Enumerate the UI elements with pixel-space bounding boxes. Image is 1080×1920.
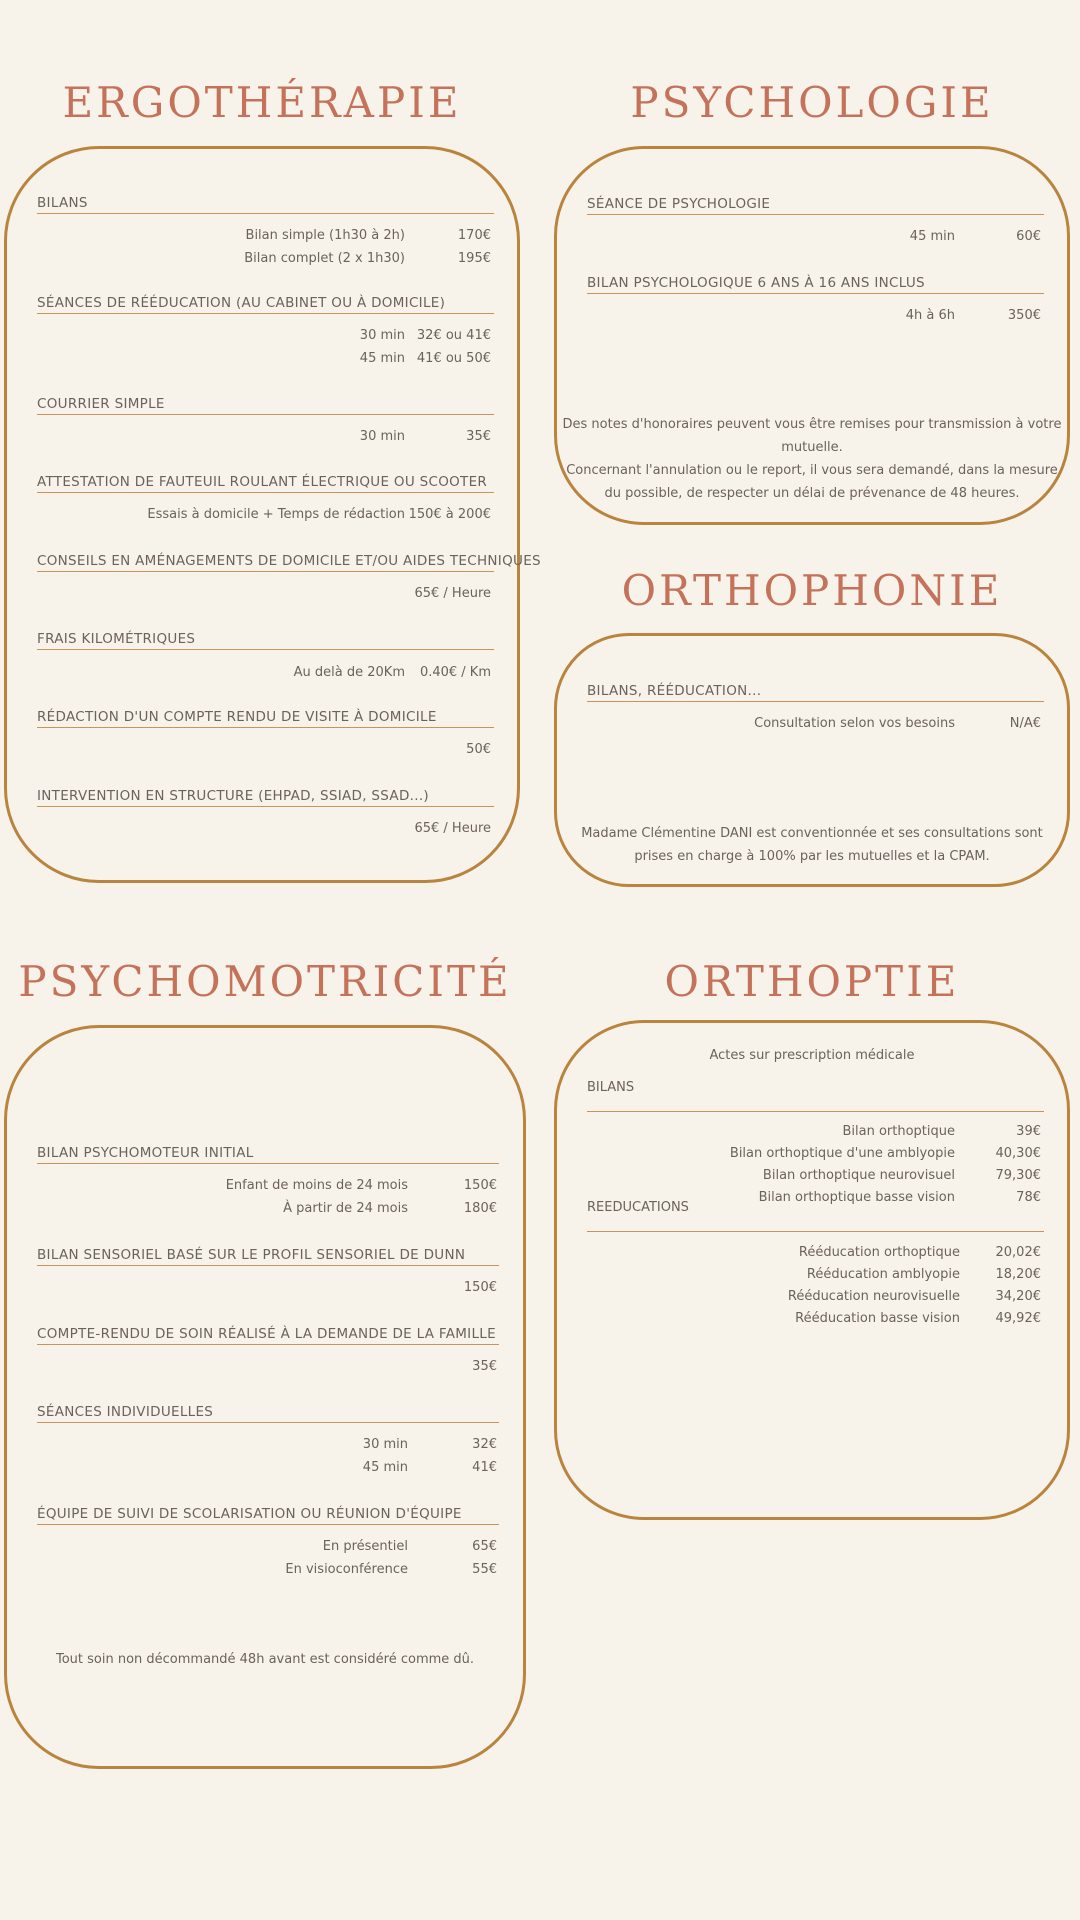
- note-soin-non-decommande: Tout soin non décommandé 48h avant est considéré comme dû.: [55, 1652, 475, 1667]
- section-redaction: RÉDACTION D'UN COMPTE RENDU DE VISITE À DOMICILE: [37, 709, 494, 728]
- bilan-complet-price: 195€: [457, 251, 491, 266]
- list-item-price: 18,20€: [995, 1267, 1041, 1282]
- section-bilans: BILANS: [37, 195, 494, 214]
- psychomotricite-title: PSYCHOMOTRICITÉ: [18, 957, 512, 1006]
- section-intervention: INTERVENTION EN STRUCTURE (EHPAD, SSIAD, SSAD...): [37, 788, 494, 807]
- section-bilan-psychomoteur: BILAN PSYCHOMOTEUR INITIAL: [37, 1145, 499, 1164]
- moins-24-label: Enfant de moins de 24 mois: [225, 1178, 408, 1193]
- psychomotricite-card: [4, 1025, 526, 1769]
- orthophonie-card: [554, 633, 1070, 887]
- list-item: Rééducation amblyopie: [806, 1267, 960, 1282]
- list-item: Rééducation orthoptique: [798, 1245, 960, 1260]
- list-item-price: 78€: [1016, 1190, 1041, 1205]
- bilan-psy-price: 350€: [1007, 308, 1041, 323]
- list-item-price: 40,30€: [995, 1146, 1041, 1161]
- note-honoraires: Des notes d'honoraires peuvent vous être remises pour transmission à votre mutuelle.: [562, 417, 1062, 455]
- seance-30-price: 32€ ou 41€: [416, 328, 491, 343]
- presentiel-label: En présentiel: [322, 1539, 408, 1554]
- partir-24-price: 180€: [463, 1201, 497, 1216]
- section-seances-individuelles: SÉANCES INDIVIDUELLES: [37, 1404, 499, 1423]
- orthoptie-card: [554, 1020, 1070, 1520]
- individuelle-45-label: 45 min: [362, 1460, 408, 1475]
- compte-rendu-price: 35€: [472, 1359, 497, 1374]
- note-conventionnee: Madame Clémentine DANI est conventionnée et ses consultations sont prises en charge à 100% par les mutuelles et la CPAM.: [581, 826, 1043, 864]
- psychologie-card: [554, 146, 1070, 525]
- bilan-complet-label: Bilan complet (2 x 1h30): [244, 251, 405, 266]
- intervention-price: 65€ / Heure: [414, 821, 491, 836]
- ergotherapie-card: [4, 146, 541, 883]
- divider-reeducations: [587, 1231, 1044, 1232]
- orthoptie-title: ORTHOPTIE: [664, 957, 960, 1006]
- section-bilan-psychologique: BILAN PSYCHOLOGIQUE 6 ANS À 16 ANS INCLUS: [587, 275, 1044, 294]
- visio-price: 55€: [472, 1562, 497, 1577]
- section-frais-kilometriques: FRAIS KILOMÉTRIQUES: [37, 631, 494, 650]
- presentiel-price: 65€: [472, 1539, 497, 1554]
- bilan-simple-label: Bilan simple (1h30 à 2h): [245, 228, 405, 243]
- list-item: Bilan orthoptique basse vision: [758, 1190, 955, 1205]
- section-bilan-sensoriel: BILAN SENSORIEL BASÉ SUR LE PROFIL SENSORIEL DE DUNN: [37, 1247, 499, 1266]
- sensoriel-price: 150€: [463, 1280, 497, 1295]
- seance-psy-duration: 45 min: [909, 229, 955, 244]
- list-item-price: 34,20€: [995, 1289, 1041, 1304]
- divider-bilans: [587, 1111, 1044, 1112]
- actes-prescription: Actes sur prescription médicale: [709, 1048, 915, 1063]
- moins-24-price: 150€: [463, 1178, 497, 1193]
- orthophonie-title: ORTHOPHONIE: [621, 566, 1003, 615]
- list-item-price: 49,92€: [995, 1311, 1041, 1326]
- list-item-price: 79,30€: [995, 1168, 1041, 1183]
- seance-45-label: 45 min: [359, 351, 405, 366]
- section-bilans-reeducation: BILANS, RÉÉDUCATION...: [587, 683, 1044, 702]
- partir-24-label: À partir de 24 mois: [283, 1201, 408, 1216]
- list-item-price: 39€: [1016, 1124, 1041, 1139]
- essais-label: Essais à domicile + Temps de rédaction: [147, 507, 405, 522]
- list-item: Rééducation neurovisuelle: [787, 1289, 960, 1304]
- redaction-price: 50€: [466, 742, 491, 757]
- seance-30-label: 30 min: [359, 328, 405, 343]
- section-conseils: CONSEILS EN AMÉNAGEMENTS DE DOMICILE ET/OU AIDES TECHNIQUES: [37, 553, 494, 572]
- label-bilans: BILANS: [587, 1080, 635, 1095]
- list-item: Bilan orthoptique: [842, 1124, 955, 1139]
- ergotherapie-title: ERGOTHÉRAPIE: [62, 78, 462, 127]
- conseils-price: 65€ / Heure: [414, 586, 491, 601]
- seance-45-price: 41€ ou 50€: [416, 351, 491, 366]
- bilan-simple-price: 170€: [457, 228, 491, 243]
- list-item-price: 20,02€: [995, 1245, 1041, 1260]
- audela-price: 0.40€ / Km: [419, 665, 491, 680]
- list-item: Bilan orthoptique d'une amblyopie: [729, 1146, 955, 1161]
- individuelle-30-price: 32€: [472, 1437, 497, 1452]
- consultation-label: Consultation selon vos besoins: [754, 716, 955, 731]
- section-seance-psychologie: SÉANCE DE PSYCHOLOGIE: [587, 196, 1044, 215]
- section-equipe-suivi: ÉQUIPE DE SUIVI DE SCOLARISATION OU RÉUNION D'ÉQUIPE: [37, 1506, 499, 1525]
- list-item: Bilan orthoptique neurovisuel: [762, 1168, 955, 1183]
- section-attestation: ATTESTATION DE FAUTEUIL ROULANT ÉLECTRIQUE OU SCOOTER: [37, 474, 494, 493]
- note-annulation: Concernant l'annulation ou le report, il vous sera demandé, dans la mesure du possible, de respecter un délai de prévenance de 48 heures.: [566, 463, 1058, 501]
- courrier-30-label: 30 min: [359, 429, 405, 444]
- psychologie-title: PSYCHOLOGIE: [630, 78, 994, 127]
- individuelle-30-label: 30 min: [362, 1437, 408, 1452]
- visio-label: En visioconférence: [285, 1562, 408, 1577]
- courrier-30-price: 35€: [466, 429, 491, 444]
- individuelle-45-price: 41€: [472, 1460, 497, 1475]
- bilan-psy-duration: 4h à 6h: [905, 308, 955, 323]
- list-item: Rééducation basse vision: [795, 1311, 960, 1326]
- section-courrier-simple: COURRIER SIMPLE: [37, 396, 494, 415]
- section-seances-reeducation: SÉANCES DE RÉÉDUCATION (AU CABINET OU À DOMICILE): [37, 295, 494, 314]
- label-reeducations: REEDUCATIONS: [587, 1200, 689, 1215]
- essais-price: 150€ à 200€: [408, 507, 491, 522]
- section-compte-rendu: COMPTE-RENDU DE SOIN RÉALISÉ À LA DEMANDE DE LA FAMILLE: [37, 1326, 499, 1345]
- consultation-price: N/A€: [1009, 716, 1041, 731]
- audela-label: Au delà de 20Km: [293, 665, 405, 680]
- seance-psy-price: 60€: [1016, 229, 1041, 244]
